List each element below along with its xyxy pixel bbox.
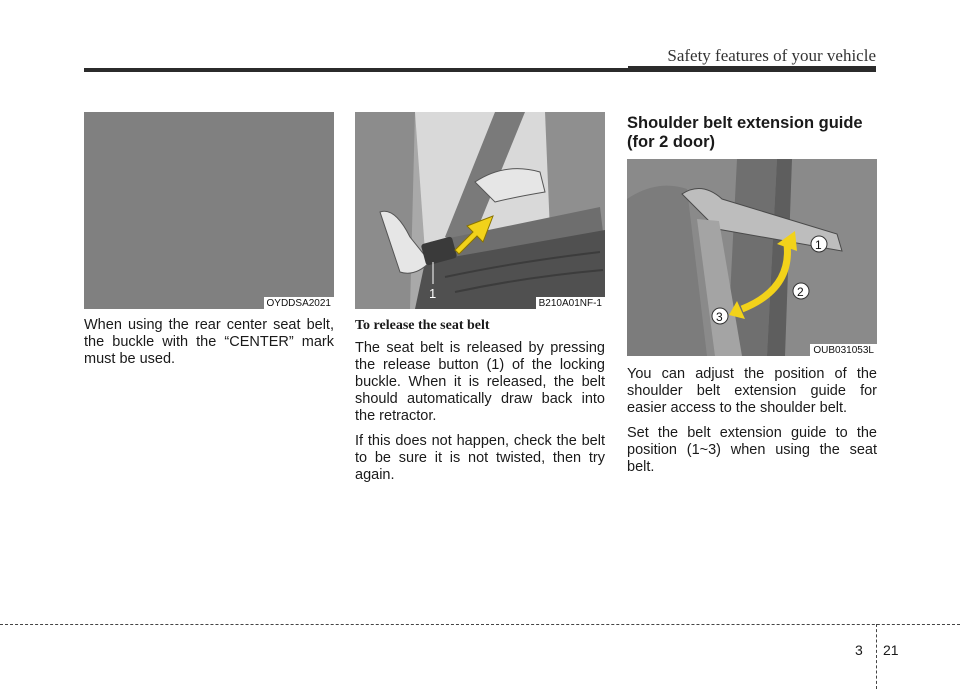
section-title: Shoulder belt extension guide (for 2 door) <box>627 114 863 151</box>
release-para-1: The seat belt is released by pressing the release button (1) of the locking buckle. When it is released, the belt should automatically draw back into the retractor. <box>355 340 605 424</box>
release-subheading: To release the seat belt <box>355 318 490 333</box>
footer-divider <box>876 624 877 689</box>
figure-code: OYDDSA2021 <box>264 297 334 309</box>
column-release-belt <box>355 112 605 484</box>
callout-1: 1 <box>429 286 437 301</box>
callout-2: 2 <box>797 285 804 299</box>
column-extension-guide <box>627 112 877 476</box>
chapter-number: 3 <box>855 642 863 658</box>
extension-para-2: Set the belt extension guide to the position (1~3) when using the seat belt. <box>627 425 877 475</box>
header-rule <box>84 68 876 72</box>
running-header: Safety features of your vehicle <box>667 46 876 65</box>
header-rule-accent <box>628 66 876 68</box>
seat-belt-release-illustration <box>355 112 605 309</box>
release-belt-figure <box>355 112 605 309</box>
extension-guide-figure <box>627 159 877 356</box>
center-belt-text: When using the rear center seat belt, the buckle with the “CENTER” mark must be used. <box>84 317 334 367</box>
callout-3: 3 <box>716 310 723 324</box>
extension-para-1: You can adjust the position of the shoulder belt extension guide for easier access to the shoulder belt. <box>627 366 877 416</box>
footer-rule <box>0 624 960 625</box>
center-belt-figure <box>84 112 334 309</box>
page-number: 21 <box>883 642 899 658</box>
figure-code: OUB031053L <box>810 344 877 356</box>
figure-code: B210A01NF-1 <box>536 297 605 309</box>
release-para-2: If this does not happen, check the belt to be sure it is not twisted, then try again. <box>355 433 605 483</box>
column-center-belt <box>84 112 334 368</box>
extension-guide-illustration <box>627 159 877 356</box>
callout-1: 1 <box>815 238 822 252</box>
